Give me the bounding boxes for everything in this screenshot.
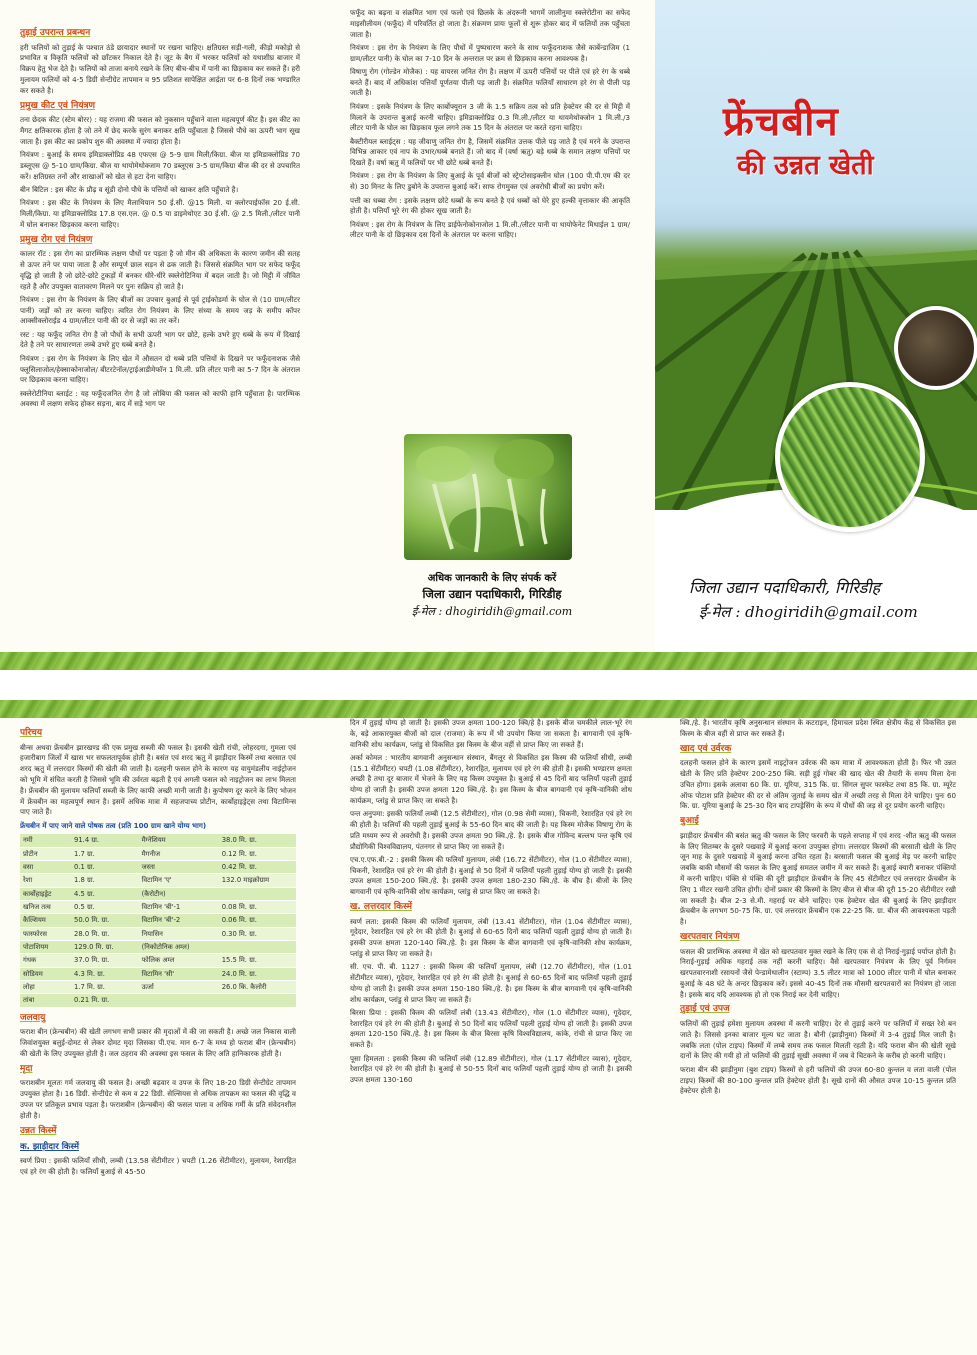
paragraph: बिरसा प्रिया : इसकी किस्म की फलियाँ लंबी (13.43 सेंटीमीटर), गोल (1.0 सेंटीमीटर व्यास), गूदेदार, रेशारहित एवं हरे रंग की होती है। बुआई से 50 दिनों बाद फलियाँ पहली तुड़ाई योग्य हो जाती है। इसकी उपज क्षमता 120-150 क्वि./हे. है। इस किस्म के बीज बिरसा कृषि विश्वविद्यालय, कांके, रांची से प्राप्त किए जा सकते हैं। xyxy=(350,1007,632,1050)
paragraph: नियंत्रण : इस रोग के नियंत्रण के लिए डाईफेनोकोनाजोल 1 मि.ली./लीटर पानी या थायोफेनेट मिथाईल 1 ग्राम/लीटर पानी के दो छिड़काव दस दिनों के अंतराल पर करना चाहिए। xyxy=(350,219,630,240)
green-beans-photo xyxy=(775,382,925,532)
nutrition-table-cell: 0.42 मि. ग्रा. xyxy=(219,861,296,874)
nutrition-table-row xyxy=(20,994,296,1007)
paragraph: पन्त अनुपमा: इसकी फलियाँ लम्बी (12.5 सेंटीमीटर), गोल (0.98 सेमी व्यास), चिकनी, रेशारहित एवं हरे रंग की होती है। फलियाँ की पहली तुड़ाई बुआई के 55-60 दिन बाद की जाती है। यह किस्म मोजैक विषाणु रोग के प्रति मध्यम रूप से अवरोधी है। इसकी उपज क्षमता 90 क्वि./हे. है। इसके बीज गोविन्द बल्लभ पन्त कृषि एवं प्रौद्योगिकी विश्वविद्यालय, पंतनगर से प्राप्त किए जा सकते हैं। xyxy=(350,809,632,851)
nutrition-table-cell: 26.0 कि. कैलोरी xyxy=(219,981,296,994)
nutrition-table-cell: (कैरोटीन) xyxy=(139,887,219,900)
paragraph: बीन बिटिल : इस कीट के प्रौढ़ व सूंडी दोनो पौधे के पत्तियों को खाकर क्षति पहुँचाते है। xyxy=(20,184,239,194)
paragraph: अर्का कोमल : भारतीय बागवानी अनुसन्धान संस्थान, बैंगलूर से विकसित इस किस्म की फलियाँ सीधी, लम्बी (15.1 सेंटीमीटर) चपटी (1.08 सेंटीमीटर), रेशारहित, मुलायम एवं हरे रंग की होती है। इसकी भण्डारण क्षमता अच्छी है तथा दूर बाजार में भेजने के लिए यह किस्म उपयुक्त है। बुआई से 45 दिनों बाद फलियाँ पहली तुड़ाई योग्य हो जाती है। इसकी उपज क्षमता 120 क्वि./हे. है। इस किस्म के बीज बागवानी एवं कृषि-वानिकी शोध कार्यक्रम, प्लांडु से प्राप्त किए जा सकते है। xyxy=(350,752,632,805)
paragraph: नियंत्रण : इस कीट के नियंत्रण के लिए मैलाथियान 50 ई.सी. @15 मिली. या क्लोरपाईफॉस 20 ई.सी. मिली/किग्रा. या इमिडाक्लोप्रिड 17.8 एस.एल. @ 0.5 या डाइमेथोएट 30 ई.सी. @ 2.5 मिली./लीटर पानी में घोल बनाकर छिड़काव करना चाहिए। xyxy=(20,198,300,229)
intro-column xyxy=(20,724,296,1349)
paragraph: पूसा हिमलता : इसकी किस्म की फलियाँ लंबी (12.89 सेंटीमीटर), गोल (1.17 सेंटीमीटर व्यास), गूदेदार, रेशारहित एवं हरे रंग की होती है। बुआई से 50-55 दिनों बाद फलियाँ पहली तुड़ाई योग्य हो जाती है। इसकी उपज क्षमता 130-160 xyxy=(350,1053,632,1085)
paragraph: एच.ए.एफ.बी.-2 : इसकी किस्म की फलियाँ मुलायम, लंबी (16.72 सेंटीमीटर), गोल (1.0 सेंटीमीटर व्यास), चिकनी, रेशारहित एवं हरे रंग की होती है। बुआई से 50 दिनों में फलियाँ पहली तुड़ाई योग्य हो जाती है। इसकी उपज क्षमता 150-200 क्वि./हे. है। इसकी उपज क्षमता 180-230 क्वि./हे. के बीच है। बीजों के लिए बागवानी एवं कृषि-वानिकी शोध कार्यक्रम, प्लांडु से प्राप्त किए जा सकते है। xyxy=(350,854,632,897)
section-title-pests: प्रमुख कीट एवं नियंत्रण xyxy=(20,100,96,111)
nutrition-table-row xyxy=(20,981,296,994)
paragraph: बैक्टीरीयल ब्लाईट्स : यह जीवाणु जनित रोग है, जिसमें संक्रमित उत्तक पीले पड़ जाते है एवं मरने के उपरान्त विभिन्न आकार एवं नाप के उभार/धब्बे बनाते हैं। जो बाद में (वर्षा ऋतु) बड़े धब्बे के समान लक्षण पत्तियों पर दिखते हैं। वर्षा ऋतु में फलियों पर भी छोटे धब्बे बनते हैं। xyxy=(350,136,630,168)
paragraph: नियंत्रण : इस रोग के नियंत्रण के लिए बुआई के पूर्व बीजों को स्ट्रेप्टोसाइक्लीन घोल (100 पी.पी.एम की दर से) 30 मिनट के लिए डुबोने के उपरान्त बुआई करें। साफ रोगमुक्त एवं अवरोधी बीजों का प्रयोग करें। xyxy=(350,171,630,192)
nutrition-table-cell xyxy=(139,994,219,1007)
nutrition-table-cell: विटामिन 'बी'-2 xyxy=(139,914,219,927)
paragraph: फराश बीन की झाड़ीनुमा (बुश टाइप) किस्मों से हरी फलियों की उपज 60-80 कुन्तल व लता वाली (पोल टाइप) किस्मों की 80-100 कुन्तल प्रति हेक्टेयर होती है। सूखे दानों की औसत उपज 10-15 कुन्तल प्रति हेक्टेयर होती है। xyxy=(680,1064,956,1096)
nutrition-table-cell: 91.4 ग्रा. xyxy=(71,834,139,847)
section-title-fertilizer: खाद एवं उर्वरक xyxy=(680,743,732,754)
nutrition-table-row xyxy=(20,861,296,874)
nutrition-table-row xyxy=(20,847,296,860)
nutrition-table-cell: सोडियम xyxy=(20,967,71,980)
nutrition-table-cell: खनिज तत्व xyxy=(20,901,71,914)
nutrition-table-cell: 4.3 मि. ग्रा. xyxy=(71,967,139,980)
contact-block xyxy=(352,570,632,619)
nutrition-table-cell: 0.30 मि. ग्रा. xyxy=(219,927,296,940)
nutrition-table-cell: विटामिन 'सी' xyxy=(139,967,219,980)
paragraph: हरी फलियों को तुड़ाई के पश्चात ठंडे छायादार स्थानों पर रखना चाहिए। क्षतिग्रस्त सड़ी-गली, कीड़ो मकोड़ो से प्रभावित व विकृति फलियों को छाँटकर निकाल देते है। जूट के बैग में भरकर फलियों को यथाशीघ्र बाजार में विक्रय हेतु भेज देते है। फलियों को ताजा बनाये रखने के लिए बीच-बीच में पानी का छिड़काव कर सकते हैं। हरी मुलायम फलियों को 4-5 डिग्री सेन्टीग्रेट तापमान व 95 प्रतिशत सापेक्षित आर्द्रता पर 6-8 दिनों तक भण्डारित कर सकते है। xyxy=(20,42,300,95)
nutrition-table-cell xyxy=(219,887,296,900)
paragraph: स्क्लेरोटीनिया ब्लाईट : यह फफूँदजनित रोग है जो लोबिया की फसल को काफी हानि पहुँचाता है। पारम्भिक अवस्था में लक्षण सफेद होकर सड़ना, बाद में सड़े भाग पर xyxy=(20,388,300,409)
nutrition-table-cell: 4.5 ग्रा. xyxy=(71,887,139,900)
paragraph: बीन्स अथवा फ्रेंचबीन झारखण्ड की एक प्रमुख सब्जी की फसल है। इसकी खेती रांची, लोहरदगा, गुमला एवं हजारीबाग जिलों में खास भर सफलतापूर्वक होती है। बसंत एवं शरद ऋतु में झाड़ीदार किस्में तथा बरसात एवं शरद ऋतु में लत्तरदार किस्मों की खेती की जाती है। दलहनी फसल होने के कारण यह वायुमंडलीय नाईट्रोजन को भूमि में संचित करती है जिससे भूमि की उर्वरता बढ़ती है एवं अगली फसल को नाइट्रोजन का लाभ मिलता है। फ्रेंचबीन की मुलायम फलियाँ सब्जी के लिए काफी अच्छी मानी जाती है। कुपोषण दूर करने के लिए भोजन में फ्रेंचबीन का महत्वपूर्ण स्थान है। इसमें अधिक मात्रा में सहजपाच्य प्रोटीन, कार्बोहाइड्रेट्स तथा विटामिन्स पाए जाते हैं। xyxy=(20,742,296,817)
paragraph: सी. एच. पी. बी. 1127 : इसकी किस्म की फलियाँ मुलायम, लंबी (12.70 सेंटीमीटर), गोल (1.01 सेंटीमीटर व्यास), गूदेदार, रेशारहित एवं हरे रंग की होती है। बुआई से 60-65 दिनों बाद फलियाँ पहली तुड़ाई योग्य हो जाती है। इसकी उपज क्षमता 150-180 क्वि./हे. है। इस किस्म के बीज बागवानी एवं कृषि-वानिकी शोध कार्यक्रम, प्लांडु से प्राप्त किए जा सकते हैं। xyxy=(350,962,632,1004)
nutrition-table-cell: 0.08 मि. ग्रा. xyxy=(219,901,296,914)
nutrition-table-row xyxy=(20,927,296,940)
bean-plant-photo xyxy=(404,434,572,560)
decorative-leaf-band xyxy=(0,700,977,718)
paragraph: विषाणु रोग (गोल्डेन मोजैक) : यह वायरस जनित रोग है। लक्षण में ऊपरी पत्तियों पर पीले एवं हरे रंग के धब्बे बनते हैं। बाद में अधिकांश पत्तियाँ पूर्णतया पीली पड़ जाती है। संक्रमित फलियाँ साधारण हरे रंग से पीली पड़ जाती है। xyxy=(350,66,630,98)
nutrition-table-cell: 129.0 मि. ग्रा. xyxy=(71,941,139,954)
nutrition-table-cell: प्रोटीन xyxy=(20,847,71,860)
nutrition-table-cell: 15.5 मि. ग्रा. xyxy=(219,954,296,967)
paragraph: स्वर्ण लता: इसकी किस्म की फलियाँ मुलायम, लंबी (13.41 सेंटीमीटर), गोल (1.04 सेंटीमीटर व्यास), गूदेदार, रेशारहित एवं हरे रंग की होती है। बुआई से 60-65 दिनों बाद फलियाँ पहली तुड़ाई योग्य हो जाती है। इसकी उपज क्षमता 120-140 क्वि./हे. है। इस किस्म के बीज बागवानी एवं कृषि-वानिकी शोध कार्यक्रम, प्लांडु से प्राप्त किए जा सकते है। xyxy=(350,916,632,959)
decorative-leaf-band xyxy=(0,652,977,670)
nutrition-table-cell: 1.8 ग्रा. xyxy=(71,874,139,887)
contact-email: ई-मेल : dhogiridih@gmail.com xyxy=(411,605,573,618)
paragraph: फसल की प्रारम्भिक अवस्था में खेत को खरपतवार मुक्त रखने के लिए एक से दो निराई-गुड़ाई पर्याप्त होती है। निराई-गुड़ाई अधिक गहराई तक नहीं करनी चाहिए। वैसे खरपतवार नियंत्रण के लिए पूर्व निर्गमन खरपतवारनाशी रसायनों जैसे पेन्डामेथालीन (स्टाम्प) 3.5 लीटर मात्रा को 1000 लीटर पानी में घोल बनाकर बुआई के 48 घंटे के अन्दर छिड़काव करें। इससे 40-45 दिनों तक मौसमी खरपतवारों का नियंत्रण हो जाता है। इसके बाद यदि आवश्यक हो तो एक निराई कर देनी चाहिए। xyxy=(680,946,956,999)
section-title-post-harvest: तुड़ाई उपरान्त प्रबन्धन xyxy=(20,28,91,38)
nutrition-table-row xyxy=(20,941,296,954)
nutrition-table-cell: (निकोटोनिक अम्ल) xyxy=(139,941,219,954)
disease-control-column xyxy=(350,8,630,428)
nutrition-table-cell: गंधक xyxy=(20,954,71,967)
nutrition-table-cell xyxy=(219,994,296,1007)
paragraph: पत्ती का धब्बा रोग : इसके लक्षण छोटे धब्बों के रूप बनते है एवं धब्बों को घेरे हुए हल्की वृत्ताकार की आकृति होती है। पत्तियाँ भूरे रंग की होकर सूख जाती है। xyxy=(350,195,630,216)
nutrition-table-row xyxy=(20,887,296,900)
nutrition-table-cell: फास्फोरस xyxy=(20,927,71,940)
nutrition-table-cell: 1.7 ग्रा. xyxy=(71,847,139,860)
brochure-outer-side xyxy=(0,0,977,670)
nutrition-table-cell: 0.1 ग्रा. xyxy=(71,861,139,874)
paragraph: नियंत्रण : इसके नियंत्रण के लिए कार्बोफ्यूरान 3 जी के 1.5 सक्रिय तत्व को प्रति हेक्टेयर की दर से मिट्टी में मिलाने के उपरान्त बुआई करनी चाहिए। इमिडाक्लोप्रिड 0.3 मि.ली./लीटर या थायमेथोक्जोन 1 मि.ली./3 लीटर पानी के घोल का छिड़काव फूल लगने तक 15 दिन के अंतराल पर करते रहना चाहिए। xyxy=(350,101,630,133)
nutrition-table-cell: फोलिक अम्ल xyxy=(139,954,219,967)
nutrition-table-cell: मैगनीज xyxy=(139,847,219,860)
nutrition-table-cell: 1.7 मि. ग्रा. xyxy=(71,981,139,994)
nutrition-table-cell: वसा xyxy=(20,861,71,874)
nutrition-table-cell: 24.0 मि. ग्रा. xyxy=(219,967,296,980)
nutrition-table-cell: मैग्नेशियम xyxy=(139,834,219,847)
paragraph: तना छेदक कीट (स्टेम बोरर) : यह राजमा की फसल को नुकसान पहुँचाने वाला महत्वपूर्ण कीट है। इस कीट का मैगट क्षतिकारक होता है जो तने में छेद करके सुरंग बनाकर क्षति पहुँचाता है जिससे पौधे का ऊपरी भाग सूख जाता है। इस कीट का प्रकोप शुरु की अवस्था में ज्यादा होता है। xyxy=(20,115,300,146)
section-title-diseases: प्रमुख रोग एवं नियंत्रण xyxy=(20,234,93,245)
nutrition-table-cell: रेशा xyxy=(20,874,71,887)
paragraph: क्वि./हे. है। भारतीय कृषि अनुसन्धान संस्थान के कटराइन, हिमाचल प्रदेश स्थित क्षेत्रीय केंद्र से विकसित इस किस्म के बीज वहीं से प्राप्त कर सकते हैं। xyxy=(680,718,956,738)
post-harvest-column xyxy=(20,24,300,654)
paragraph: नियंत्रण : बुआई के समय इमिडाक्लोप्रिड 48 एफएस @ 5-9 ग्राम मिली/किग्रा. बीज या इमिडाक्लोप्रिड 70 डब्लूएस @ 5-10 ग्राम/किग्रा. बीज या थायोमेथोक्जाम 70 डब्लूएस 3-5 ग्राम/किग्रा बीज की दर से उपचारित करें। क्षतिग्रस्त तनों और शाखाओं को खेत से हटा देना चाहिए। xyxy=(20,150,300,181)
paragraph: नियंत्रण : इस रोग के नियंत्रण के लिए बीजों का उपचार बुआई से पूर्व ट्राईकोडर्मा के घोल से (10 ग्राम/लीटर पानी) जड़ों को तर करना चाहिए। त्वरित रोग नियंत्रण के लिए संध्या के समय जड़ के समीप कॉपर आक्सीक्लोराईड 4 ग्राम/लीटर पानी की दर से जड़ों का तर करें। xyxy=(20,294,300,326)
nutrition-table-row xyxy=(20,901,296,914)
nutrition-table-cell: कैल्शियम xyxy=(20,914,71,927)
varieties-column xyxy=(350,718,632,1348)
section-title-weed-control: खरपतवार नियंत्रण xyxy=(680,931,740,942)
nutrition-table-caption: फ्रेंचबीन में पाए जाने वाले पोषक तत्व (प्रति 100 ग्राम खाने योग्य भाग) xyxy=(20,820,207,830)
paragraph: रस्ट : यह फफूँद जनित रोग है जो पौधों के सभी ऊपरी भाग पर छोटे, हल्के उभरे हुए धब्बे के रूप में दिखाई देते है तने पर साधारणतः लम्बे उभरे हुए धब्बे बनते है। xyxy=(20,329,300,350)
bean-plant-illustration xyxy=(404,434,572,560)
nutrition-table-cell: जस्ता xyxy=(139,861,219,874)
nutrition-table-row xyxy=(20,914,296,927)
paragraph: नियंत्रण : इस रोग के नियंत्रण के लिए पौधों में पुष्पधारण करने के साथ फफूँदनाशक जैसे कार्बेन्डाजिम (1 ग्राम/लीटर पानी) के घोल का 7-10 दिन के अन्तराल पर क्रम से छिड़काव करना आवश्यक है। xyxy=(350,42,630,63)
nutrition-table-cell: 0.06 मि. ग्रा. xyxy=(219,914,296,927)
nutrition-table-cell: पोटाशियम xyxy=(20,941,71,954)
nutrition-table-row xyxy=(20,834,296,847)
section-title-soil: मृदा xyxy=(20,1063,33,1074)
section-title-climate: जलवायु xyxy=(20,1012,46,1023)
nutrition-table-cell: विटामिन 'बी'-1 xyxy=(139,901,219,914)
section-title-intro: परिचय xyxy=(20,728,43,738)
nutrition-table-row xyxy=(20,874,296,887)
paragraph: फराश बीन (फ्रेन्चबीन) की खेती लगभग सभी प्रकार की मृदाओं में की जा सकती है। अच्छे जल निकास वाली जिवांशयुक्त बलुई-दोमट से लेकर दोमट मृदा जिसका पी.एच. मान 6-7 के मध्य हो फराश बीन (फ्रेन्चबीन) की खेती के लिए उपयुक्त होती है। जल ठहराव की अवस्था इस फसल के लिए अति हानिकारक होती है। xyxy=(20,1027,296,1058)
nutrition-table-row xyxy=(20,954,296,967)
nutrition-table-cell: ऊर्जा xyxy=(139,981,219,994)
nutrition-table-row xyxy=(20,967,296,980)
section-title-varieties: उन्नत किस्में xyxy=(20,1125,57,1136)
contact-heading: अधिक जानकारी के लिए संपर्क करें xyxy=(427,573,557,584)
contact-office: जिला उद्यान पदाधिकारी, गिरिडीह xyxy=(422,587,562,601)
nutrition-table xyxy=(20,834,296,1007)
paragraph: कालर रॉट : इस रोग का प्रारम्भिक लक्षण पौधों पर पड़ता है जो मीन की अधिकता के कारण जमीन की सतह से ऊपर तने पर पाया जाता है और सम्पूर्ण छाल सड़न से ढक जाती है। जिससे संक्रमित भाग पर सफेद फफूँद वृद्धि हो जाती है जो छोटे-छोटे टुकड़ों में बनकर धीरे-धीरे स्क्लेरोटिनिया में बदल जाती है। जो मिट्टी में जीवित रहते है और उपयुक्त वातावरण मिलने पर पुनः सक्रिय हो जाते है। xyxy=(20,249,300,291)
paragraph: स्वर्ण प्रिया : इसकी फलियाँ सीधी, लम्बी (13.58 सेंटीमीटर ) चपटी (1.26 सेंटीमीटर), मुलायम, रेशारहित एवं हरे रंग की होती है। फलियाँ बुआई से 45-50 xyxy=(20,1156,296,1177)
nutrition-table-cell: तांबा xyxy=(20,994,71,1007)
cover-title: फ्रेंचबीन xyxy=(723,99,839,145)
nutrition-table-cell: 37.0 मि. ग्रा. xyxy=(71,954,139,967)
cover-office: जिला उद्यान पदाधिकारी, गिरिडीह xyxy=(689,578,881,597)
cover-subtitle: की उन्नत खेती xyxy=(737,150,874,181)
nutrition-table-cell: नियासिन xyxy=(139,927,219,940)
nutrition-table-cell: लोहा xyxy=(20,981,71,994)
nutrition-table-cell: 50.0 मि. ग्रा. xyxy=(71,914,139,927)
nutrition-table-cell: 28.0 मि. ग्रा. xyxy=(71,927,139,940)
subsection-title-climber: ख. लत्तरदार किस्में xyxy=(350,902,412,912)
section-title-sowing: बुआई xyxy=(680,816,699,827)
nutrition-table-cell: 0.21 मि. ग्रा. xyxy=(71,994,139,1007)
paragraph: नियंत्रण : इस रोग के नियंत्रण के लिए खेत में औसतन दो धब्बे प्रति पत्तियों के दिखने पर फफूँदनाशक जैसे फ्लूसिलाजोल/हेक्साकोनाजोल/ बीटरटेनॉल/ट्राईआडीमेफॉन 1 मि.ली. प्रति लीटर पानी का 5-7 दिन के अंतराल पर छिड़काव करना चाहिए। xyxy=(20,353,300,385)
section-title-harvest: तुड़ाई एवं उपज xyxy=(680,1004,730,1015)
nutrition-table-cell xyxy=(219,941,296,954)
subsection-title-bush: क. झाड़ीदार किस्में xyxy=(20,1142,80,1153)
nutrition-table-cell: 132.0 माइक्रोग्राम xyxy=(219,874,296,887)
nutrition-table-cell: 0.12 मि. ग्रा. xyxy=(219,847,296,860)
nutrition-table-cell: विटामिन 'ए' xyxy=(139,874,219,887)
paragraph: फफूँद का बढ़ना व संक्रमित भाग एवं फलो एवं छिलके के अंदरूनी भागमें जालीनुमा स्क्लेरोटीना का सफेद माइसीलीयम (फफूँद) में परिवर्तित हो जाता है। संक्रमण प्रायः फूलों से शुरू होकर बाद में फलियों तक पहुँचता जाता है। xyxy=(350,8,630,39)
nutrition-table-cell: कार्बोहाइड्रेट xyxy=(20,887,71,900)
paragraph: फलियों की तुड़ाई हमेशा मुलायम अवस्था में करनी चाहिए। देर से तुड़ाई करने पर फलियाँ में सख्त रेशे बन जाते है। जिससे इनका बाजार मूल्य घट जाता है। बौनी (झाड़ीनुमा) किस्मों में 3-4 तुड़ाई मिल जाती है। जबकि लता (पोल टाइप) किस्मों में लम्बे समय तक फसल मिलती रहती है। यदि फराश बीन की खेती सूखे दानों के लिए की गयी हो तो फलियों की तुड़ाई सूखी अवस्था में जब वे चिटकने के करीब हो करनी चाहिए। xyxy=(680,1019,956,1061)
brochure-inner-side xyxy=(0,700,977,1355)
nutrition-table-cell: 0.5 ग्रा. xyxy=(71,901,139,914)
cultivation-column xyxy=(680,718,956,1348)
cover-panel xyxy=(655,0,977,670)
paragraph: दलहनी फसल होने के कारण इसमें नाइट्रोजन उर्वरक की कम मात्रा में आवश्यकता होती है। फिर भी उन्नत खेती के लिए प्रति हेक्टेयर 200-250 क्वि. सड़ी हुई गोबर की खाद खेत की तैयारी के समय मिला देना उचित होगा। इसके अलावा 60 कि. ग्रा. यूरिया, 315 कि. ग्रा. सिंगल सुपर फास्फेट तथा 85 कि. ग्रा. म्यूरेट ऑफ पोटाश प्रति हेक्टेयर की दर से अंतिम जुताई के समय खेत में अच्छी तरह से मिला देने चाहिए। पुनः 60 कि. ग्रा. यूरिया बुआई के 25-30 दिन बाद टापड्रेसिंग के रूप में पौधों की जड़ से दूर प्रयोग करनी चाहिए। xyxy=(680,758,956,811)
nutrition-table-cell: नमी xyxy=(20,834,71,847)
bean-seeds-photo xyxy=(894,306,977,390)
paragraph: दिन में तुड़ाई योग्य हो जाती है। इसकी उपज क्षमता 100-120 क्वि/हे है। इसके बीज चमकीले लाल-भूरे रंग के, बड़े आकारयुक्त बीजों को दाल (राजमा) के रूप में भी उपयोग किया जा सकता है। बागवानी एवं कृषि-वानिकी शोध कार्यक्रम, प्लांडु से विकसित इस किस्म के बीज वहीं से प्राप्त किए जा सकते हैं। xyxy=(350,718,632,749)
paragraph: फराशबीन मूलतः गर्म जलवायु की फसल है। अच्छी बढ़वार व उपज के लिए 18-20 डिग्री सेन्टीग्रेट तापमान उपयुक्त होता है। 16 डिग्री. सेन्टीग्रेट से कम व 22 डिग्री. सेल्सियस से अधिक तापक्रम का फसल की वृद्धि व उपज पर प्रतिकूल प्रभाव पड़ता है। फराशबीन (फ्रेन्चबीन) की फसल पाला व अधिक गर्मी के प्रति संवेदनशील होती है। xyxy=(20,1078,296,1120)
cover-email: ई-मेल : dhogiridih@gmail.com xyxy=(699,603,918,621)
paragraph: झाड़ीदार फ्रेंचबीन की बसंत ऋतु की फसल के लिए फरवरी के पहले सप्ताह में एवं शरद -शीत ऋतु की फसल के लिए सितम्बर के दुसरे पखवाड़े में बुआई करना उपयुक्त होगा। लत्तरदार किस्मों की बरसाती खेती के लिए जून माह के दुसरे पखवाड़े में बुआई करना उचित रहता है। बरसाती फसल की बुआई मेड़ पर करनी चाहिए जबकि बाकी मौसमों की फसल के लिए बुआई समतल जमीन में कर सकते हैं। बुआई क्यारी बनाकर पंक्तियों में करनी चाहिए। पंक्ति से पंक्ति की दूरी झाड़ीदार फ्रेंचबीन के लिए 45 सेंटीमीटर एवं लत्तरदार फ्रेंचबीन के लिए 1 मीटर रखनी उचित होगी। दोनों प्रकार की किस्मों के लिए बीज से बीज की दूरी 15-20 सेंटीमीटर रखी जा सकती है। बीज 2-3 से.मी. गहराई पर बोने चाहिए। एक हेक्टेयर खेत की बुआई के लिए झाड़ीदार फ्रेंचबीन के लगभग 50-75 कि. ग्रा. एवं लत्तरदार फ्रेंचबीन एक 22-25 कि. ग्रा. बीज की आवश्यकता पड़ती है। xyxy=(680,830,956,927)
nutrition-table-cell: 38.0 मि. ग्रा. xyxy=(219,834,296,847)
